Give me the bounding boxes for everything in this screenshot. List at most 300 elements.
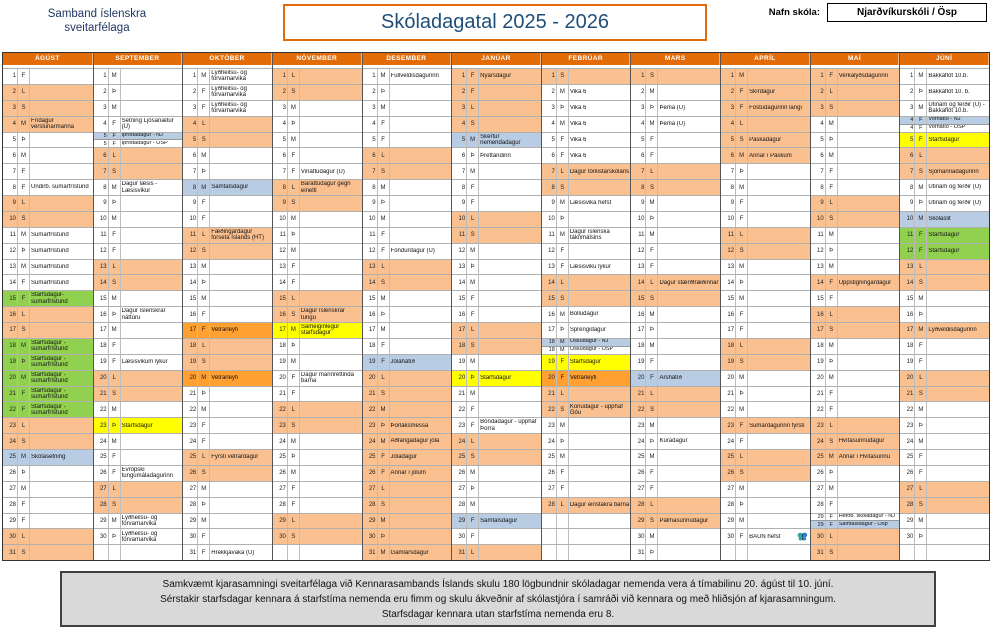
day-row[interactable] <box>631 481 720 497</box>
day-row[interactable] <box>811 433 900 449</box>
day-row[interactable] <box>363 132 452 148</box>
day-row[interactable] <box>452 163 541 179</box>
day-row[interactable] <box>363 306 452 322</box>
day-row[interactable] <box>542 227 631 243</box>
day-row[interactable] <box>900 290 989 306</box>
day-row[interactable] <box>811 528 900 544</box>
day-row[interactable] <box>3 274 93 290</box>
day-row[interactable] <box>811 100 900 116</box>
day-row[interactable] <box>183 449 272 465</box>
day-row[interactable] <box>631 528 720 544</box>
day-row[interactable] <box>900 132 989 148</box>
day-row[interactable] <box>900 195 989 211</box>
day-row[interactable] <box>452 290 541 306</box>
day-row[interactable] <box>3 449 93 465</box>
day-row[interactable] <box>452 513 541 529</box>
day-row[interactable] <box>721 243 810 259</box>
day-row[interactable] <box>183 100 272 116</box>
day-row[interactable] <box>183 465 272 481</box>
day-row[interactable] <box>452 354 541 370</box>
day-row[interactable] <box>631 259 720 275</box>
day-row[interactable] <box>452 195 541 211</box>
day-row[interactable] <box>721 449 810 465</box>
day-row[interactable] <box>183 306 272 322</box>
day-row[interactable] <box>3 306 93 322</box>
day-row[interactable] <box>452 322 541 338</box>
day-row[interactable] <box>363 497 452 513</box>
day-row[interactable] <box>273 306 362 322</box>
day-row[interactable] <box>273 179 362 195</box>
day-row[interactable] <box>811 227 900 243</box>
day-row[interactable] <box>452 433 541 449</box>
day-row[interactable] <box>900 481 989 497</box>
day-row[interactable] <box>811 322 900 338</box>
day-row[interactable] <box>3 465 93 481</box>
day-row[interactable] <box>811 68 900 84</box>
day-row[interactable] <box>363 68 452 84</box>
day-row[interactable] <box>94 147 183 163</box>
day-row[interactable] <box>542 386 631 402</box>
day-row[interactable] <box>631 401 720 417</box>
day-row[interactable] <box>3 401 93 417</box>
day-row[interactable] <box>811 274 900 290</box>
empty-cell[interactable] <box>273 544 362 560</box>
empty-cell[interactable] <box>721 544 810 560</box>
day-row[interactable] <box>900 163 989 179</box>
day-row[interactable] <box>363 386 452 402</box>
day-row[interactable] <box>631 243 720 259</box>
day-row[interactable] <box>183 163 272 179</box>
day-row[interactable] <box>273 449 362 465</box>
day-row[interactable] <box>183 528 272 544</box>
day-row[interactable] <box>721 401 810 417</box>
day-row[interactable] <box>542 68 631 84</box>
day-row[interactable] <box>631 132 720 148</box>
day-row[interactable] <box>900 147 989 163</box>
day-row[interactable] <box>721 497 810 513</box>
day-row[interactable] <box>811 179 900 195</box>
day-row[interactable] <box>811 306 900 322</box>
day-row[interactable] <box>900 100 989 116</box>
day-row[interactable] <box>94 259 183 275</box>
day-row[interactable] <box>363 433 452 449</box>
day-row[interactable] <box>363 100 452 116</box>
day-row[interactable] <box>3 433 93 449</box>
day-row[interactable] <box>273 259 362 275</box>
day-row[interactable] <box>273 354 362 370</box>
day-row[interactable] <box>631 497 720 513</box>
day-row[interactable] <box>542 306 631 322</box>
day-row[interactable] <box>363 211 452 227</box>
empty-cell[interactable] <box>542 513 631 529</box>
day-row[interactable] <box>452 68 541 84</box>
day-row[interactable] <box>3 147 93 163</box>
day-row[interactable] <box>183 211 272 227</box>
day-row[interactable] <box>273 227 362 243</box>
day-row[interactable] <box>183 179 272 195</box>
day-row[interactable] <box>721 513 810 529</box>
day-row[interactable] <box>3 100 93 116</box>
day-row[interactable] <box>631 84 720 100</box>
day-row[interactable] <box>3 338 93 354</box>
day-row[interactable] <box>811 449 900 465</box>
day-row[interactable] <box>183 259 272 275</box>
day-row[interactable] <box>631 100 720 116</box>
day-row[interactable] <box>452 259 541 275</box>
day-row[interactable] <box>900 449 989 465</box>
day-row[interactable] <box>721 338 810 354</box>
day-row[interactable] <box>94 528 183 544</box>
day-row[interactable] <box>273 274 362 290</box>
day-row[interactable] <box>363 354 452 370</box>
day-row[interactable] <box>363 338 452 354</box>
day-row[interactable] <box>363 84 452 100</box>
day-row[interactable] <box>273 116 362 132</box>
day-row[interactable] <box>183 322 272 338</box>
day-row[interactable] <box>811 211 900 227</box>
day-row[interactable] <box>183 338 272 354</box>
day-row[interactable] <box>542 274 631 290</box>
day-row[interactable] <box>721 195 810 211</box>
day-row[interactable] <box>811 417 900 433</box>
day-row[interactable] <box>363 290 452 306</box>
day-row[interactable] <box>721 227 810 243</box>
day-row[interactable] <box>542 116 631 132</box>
day-row[interactable] <box>452 449 541 465</box>
school-name-field[interactable] <box>827 3 987 22</box>
day-row[interactable] <box>183 497 272 513</box>
day-row[interactable] <box>363 179 452 195</box>
day-row[interactable] <box>811 84 900 100</box>
day-row[interactable] <box>3 68 93 84</box>
day-row[interactable] <box>542 417 631 433</box>
day-row[interactable] <box>721 465 810 481</box>
day-row[interactable] <box>452 306 541 322</box>
day-row[interactable] <box>631 179 720 195</box>
day-row[interactable] <box>363 243 452 259</box>
day-row[interactable] <box>631 449 720 465</box>
day-row[interactable] <box>94 497 183 513</box>
day-row[interactable] <box>721 417 810 433</box>
day-row[interactable] <box>94 290 183 306</box>
day-row-split[interactable] <box>811 513 900 529</box>
day-row[interactable] <box>721 179 810 195</box>
day-row[interactable] <box>273 370 362 386</box>
day-row[interactable] <box>94 211 183 227</box>
day-row[interactable] <box>631 322 720 338</box>
day-row[interactable] <box>452 84 541 100</box>
day-row[interactable] <box>273 195 362 211</box>
day-row[interactable] <box>721 211 810 227</box>
day-row-split[interactable] <box>94 132 183 148</box>
day-row[interactable] <box>273 401 362 417</box>
day-row[interactable] <box>452 481 541 497</box>
day-row[interactable] <box>3 513 93 529</box>
day-row[interactable] <box>183 227 272 243</box>
day-row[interactable] <box>631 354 720 370</box>
day-row[interactable] <box>811 465 900 481</box>
day-row[interactable] <box>452 179 541 195</box>
day-row[interactable] <box>811 147 900 163</box>
day-row[interactable] <box>811 163 900 179</box>
day-row[interactable] <box>363 481 452 497</box>
day-row[interactable] <box>94 68 183 84</box>
day-row[interactable] <box>94 195 183 211</box>
day-row[interactable] <box>94 274 183 290</box>
day-row[interactable] <box>721 274 810 290</box>
day-row[interactable] <box>542 465 631 481</box>
day-row[interactable] <box>273 290 362 306</box>
day-row[interactable] <box>542 322 631 338</box>
day-row[interactable] <box>811 259 900 275</box>
day-row[interactable] <box>452 544 541 560</box>
day-row[interactable] <box>542 449 631 465</box>
day-row[interactable] <box>631 227 720 243</box>
day-row[interactable] <box>94 354 183 370</box>
day-row[interactable] <box>183 147 272 163</box>
day-row[interactable] <box>542 84 631 100</box>
day-row[interactable] <box>452 370 541 386</box>
day-row[interactable] <box>811 544 900 560</box>
day-row[interactable] <box>721 100 810 116</box>
day-row[interactable] <box>452 100 541 116</box>
day-row[interactable] <box>452 227 541 243</box>
day-row[interactable] <box>94 386 183 402</box>
day-row[interactable] <box>542 243 631 259</box>
day-row[interactable] <box>452 417 541 433</box>
day-row[interactable] <box>900 322 989 338</box>
day-row[interactable] <box>721 370 810 386</box>
day-row[interactable] <box>811 243 900 259</box>
day-row[interactable] <box>900 259 989 275</box>
day-row[interactable] <box>94 243 183 259</box>
day-row[interactable] <box>183 195 272 211</box>
day-row[interactable] <box>721 259 810 275</box>
day-row[interactable] <box>3 132 93 148</box>
empty-cell[interactable] <box>94 544 183 560</box>
day-row[interactable] <box>811 132 900 148</box>
day-row[interactable] <box>721 132 810 148</box>
day-row[interactable] <box>94 513 183 529</box>
day-row[interactable] <box>452 401 541 417</box>
day-row[interactable] <box>183 433 272 449</box>
day-row[interactable] <box>542 179 631 195</box>
day-row[interactable] <box>363 274 452 290</box>
day-row[interactable] <box>452 465 541 481</box>
day-row[interactable] <box>631 370 720 386</box>
day-row[interactable] <box>721 322 810 338</box>
day-row[interactable] <box>3 290 93 306</box>
day-row[interactable] <box>721 433 810 449</box>
day-row[interactable] <box>183 354 272 370</box>
day-row[interactable] <box>94 116 183 132</box>
day-row[interactable] <box>721 68 810 84</box>
day-row[interactable] <box>811 401 900 417</box>
day-row[interactable] <box>721 386 810 402</box>
day-row[interactable] <box>3 481 93 497</box>
day-row-split[interactable] <box>542 338 631 354</box>
day-row[interactable] <box>721 84 810 100</box>
day-row[interactable] <box>3 354 93 370</box>
day-row[interactable] <box>900 68 989 84</box>
day-row[interactable] <box>273 433 362 449</box>
day-row[interactable] <box>631 290 720 306</box>
day-row[interactable] <box>363 449 452 465</box>
day-row[interactable] <box>542 401 631 417</box>
day-row[interactable] <box>452 274 541 290</box>
day-row[interactable] <box>631 544 720 560</box>
day-row[interactable] <box>631 163 720 179</box>
day-row[interactable] <box>900 386 989 402</box>
day-row[interactable] <box>811 195 900 211</box>
day-row[interactable] <box>631 386 720 402</box>
day-row[interactable] <box>811 116 900 132</box>
day-row[interactable] <box>94 449 183 465</box>
day-row[interactable] <box>721 147 810 163</box>
day-row[interactable] <box>631 147 720 163</box>
day-row[interactable] <box>631 211 720 227</box>
day-row[interactable] <box>3 497 93 513</box>
day-row[interactable] <box>363 195 452 211</box>
day-row[interactable] <box>94 100 183 116</box>
day-row[interactable] <box>721 306 810 322</box>
day-row[interactable] <box>273 497 362 513</box>
day-row[interactable] <box>542 354 631 370</box>
day-row[interactable] <box>363 528 452 544</box>
day-row[interactable] <box>542 481 631 497</box>
day-row-split[interactable] <box>900 116 989 132</box>
day-row[interactable] <box>452 497 541 513</box>
day-row[interactable] <box>183 132 272 148</box>
day-row[interactable] <box>273 84 362 100</box>
day-row[interactable] <box>183 274 272 290</box>
day-row[interactable] <box>273 243 362 259</box>
day-row[interactable] <box>273 338 362 354</box>
day-row[interactable] <box>900 513 989 529</box>
day-row[interactable] <box>363 163 452 179</box>
day-row[interactable] <box>183 68 272 84</box>
day-row[interactable] <box>631 465 720 481</box>
day-row[interactable] <box>273 68 362 84</box>
day-row[interactable] <box>542 132 631 148</box>
day-row[interactable] <box>94 465 183 481</box>
day-row[interactable] <box>900 528 989 544</box>
day-row[interactable] <box>542 147 631 163</box>
day-row[interactable] <box>542 433 631 449</box>
day-row[interactable] <box>900 243 989 259</box>
day-row[interactable] <box>94 338 183 354</box>
day-row[interactable] <box>900 179 989 195</box>
day-row[interactable] <box>363 544 452 560</box>
day-row[interactable] <box>183 417 272 433</box>
day-row[interactable] <box>811 481 900 497</box>
day-row[interactable] <box>3 211 93 227</box>
day-row[interactable] <box>183 370 272 386</box>
day-row[interactable] <box>721 290 810 306</box>
day-row[interactable] <box>631 513 720 529</box>
day-row[interactable] <box>542 163 631 179</box>
day-row[interactable] <box>631 274 720 290</box>
day-row[interactable] <box>3 417 93 433</box>
day-row[interactable] <box>900 465 989 481</box>
day-row[interactable] <box>363 370 452 386</box>
day-row[interactable] <box>94 84 183 100</box>
day-row[interactable] <box>452 528 541 544</box>
day-row[interactable] <box>94 179 183 195</box>
day-row[interactable] <box>811 386 900 402</box>
day-row[interactable] <box>183 116 272 132</box>
day-row[interactable] <box>183 513 272 529</box>
day-row[interactable] <box>452 338 541 354</box>
day-row[interactable] <box>94 433 183 449</box>
day-row[interactable] <box>273 147 362 163</box>
day-row[interactable] <box>811 338 900 354</box>
day-row[interactable] <box>363 417 452 433</box>
day-row[interactable] <box>631 417 720 433</box>
day-row[interactable] <box>363 465 452 481</box>
day-row[interactable] <box>452 147 541 163</box>
day-row[interactable] <box>3 259 93 275</box>
day-row[interactable] <box>452 386 541 402</box>
day-row[interactable] <box>3 544 93 560</box>
day-row[interactable] <box>900 338 989 354</box>
day-row[interactable] <box>900 401 989 417</box>
day-row[interactable] <box>363 259 452 275</box>
day-row[interactable] <box>363 227 452 243</box>
day-row[interactable] <box>94 306 183 322</box>
day-row[interactable] <box>183 386 272 402</box>
day-row[interactable] <box>183 401 272 417</box>
day-row[interactable] <box>273 417 362 433</box>
day-row[interactable] <box>3 179 93 195</box>
empty-cell[interactable] <box>542 528 631 544</box>
day-row[interactable] <box>94 322 183 338</box>
day-row[interactable] <box>183 544 272 560</box>
day-row[interactable] <box>273 322 362 338</box>
day-row[interactable] <box>94 481 183 497</box>
day-row[interactable] <box>3 84 93 100</box>
day-row[interactable] <box>542 100 631 116</box>
day-row[interactable] <box>3 528 93 544</box>
day-row[interactable] <box>273 528 362 544</box>
day-row[interactable] <box>900 274 989 290</box>
empty-cell[interactable] <box>900 544 989 560</box>
day-row[interactable] <box>721 116 810 132</box>
day-row[interactable] <box>900 417 989 433</box>
day-row[interactable] <box>363 116 452 132</box>
day-row[interactable] <box>273 100 362 116</box>
day-row[interactable] <box>273 465 362 481</box>
day-row[interactable] <box>3 322 93 338</box>
day-row[interactable] <box>631 338 720 354</box>
day-row[interactable] <box>811 290 900 306</box>
day-row[interactable] <box>183 243 272 259</box>
day-row[interactable] <box>273 481 362 497</box>
day-row[interactable] <box>811 370 900 386</box>
empty-cell[interactable] <box>542 544 631 560</box>
day-row[interactable] <box>631 68 720 84</box>
day-row[interactable] <box>273 211 362 227</box>
day-row[interactable] <box>631 433 720 449</box>
day-row[interactable] <box>452 132 541 148</box>
day-row[interactable] <box>452 116 541 132</box>
day-row[interactable] <box>363 322 452 338</box>
day-row[interactable] <box>721 528 810 544</box>
day-row[interactable] <box>94 370 183 386</box>
day-row[interactable] <box>900 227 989 243</box>
day-row[interactable] <box>900 497 989 513</box>
day-row[interactable] <box>183 481 272 497</box>
